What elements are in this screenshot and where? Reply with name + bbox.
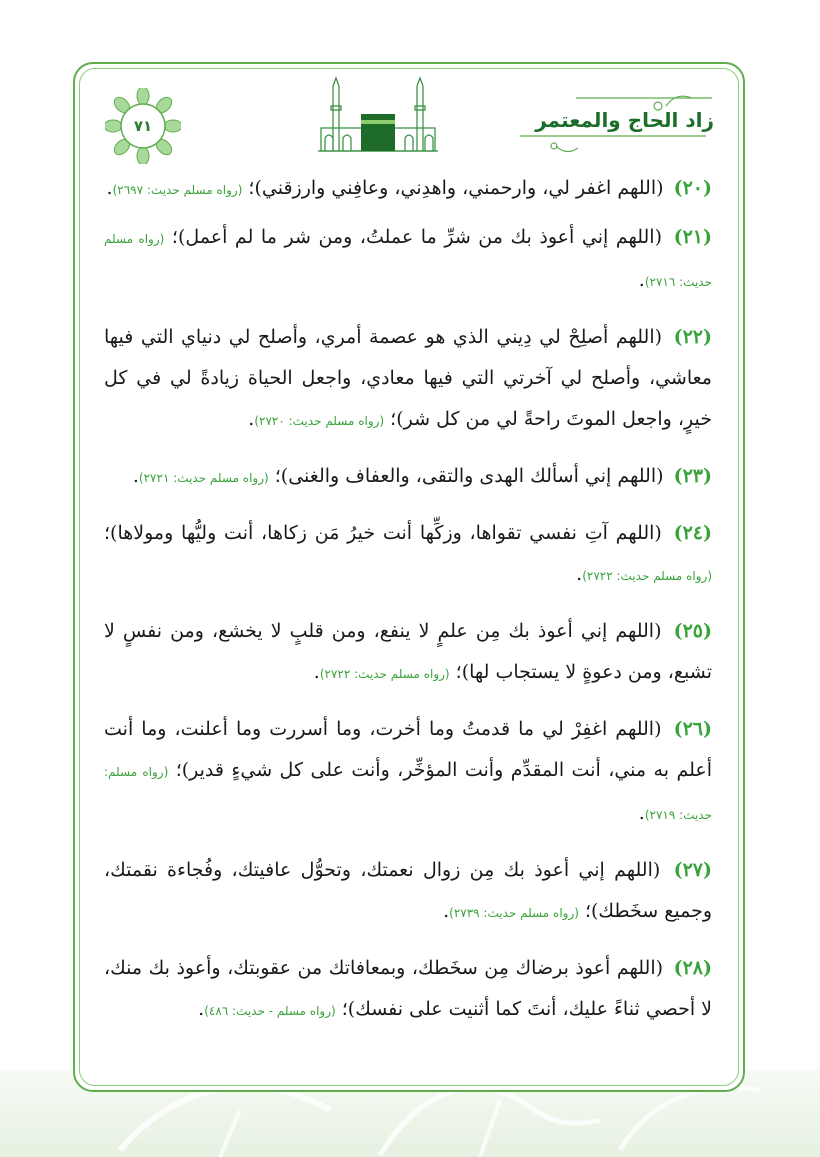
item-punctuation: .	[132, 465, 139, 487]
item-punctuation: .	[248, 408, 255, 430]
supplication-item	[104, 948, 712, 1032]
item-number: (٢٠)	[673, 177, 712, 199]
item-text: (اللهم إني أعوذ بك مِن علمٍ لا ينفع، ومن قلبٍ لا يخشع، ومن نفسٍ لا تشبع، ومن دعوةٍ لا يستجاب لها)؛	[104, 620, 712, 683]
kaaba-mosque-icon	[313, 76, 443, 156]
item-reference: (رواه مسلم حديث: ٢٧١٦)	[104, 232, 712, 289]
item-reference: (رواه مسلم حديث: ٢٧٣٩)	[449, 906, 579, 920]
item-text: (اللهم إني أعوذ بك من شرِّ ما عملتُ، ومن شر ما لم أعمل)؛	[171, 226, 663, 248]
page-number: ٧١	[133, 117, 153, 135]
supplication-item	[104, 317, 712, 442]
supplications-list	[104, 168, 712, 1046]
item-reference: (رواه مسلم - حديث: ٤٨٦)	[204, 1004, 336, 1018]
supplication-item	[104, 611, 712, 695]
page-number-badge	[105, 88, 181, 164]
item-reference: (رواه مسلم: حديث: ٢٧١٩)	[104, 765, 712, 822]
item-reference: (رواه مسلم حديث: ٢٧٢٢)	[582, 569, 712, 583]
item-number: (٢٢)	[673, 326, 712, 348]
item-reference: (رواه مسلم حديث: ٢٧٢٢)	[319, 667, 450, 681]
supplication-item	[104, 456, 712, 499]
item-number: (٢١)	[673, 226, 713, 248]
item-punctuation: .	[443, 900, 450, 922]
item-punctuation: .	[638, 802, 645, 824]
item-punctuation: .	[313, 661, 320, 683]
item-punctuation: .	[106, 177, 113, 199]
item-text: (اللهم إني أسألك الهدى والتقى، والعفاف والغنى)؛	[274, 465, 664, 487]
item-number: (٢٨)	[673, 957, 712, 979]
supplication-item	[104, 217, 712, 303]
item-text: (اللهم أعوذ برضاك مِن سخَطك، وبمعافاتك من عقوبتك، وأعوذ بك منك، لا أحصي ثناءً عليك، أنتَ كما أثنيت على نفسك)؛	[104, 957, 712, 1020]
supplication-item	[104, 709, 712, 836]
item-punctuation: .	[638, 269, 645, 291]
item-text: (اللهم اغفر لي، وارحمني، واهدِني، وعافِني وارزقني)؛	[248, 177, 664, 199]
item-number: (٢٥)	[673, 620, 713, 642]
supplication-item	[104, 168, 712, 211]
supplication-item	[104, 850, 712, 934]
item-text: (اللهم اغفِرْ لي ما قدمتُ وما أخرت، وما أسررت وما أعلنت، وما أنت أعلم به مني، أنت المقدِّم وأنت المؤخِّر، وأنت على كل شيءٍ قدير)؛	[104, 718, 713, 781]
item-number: (٢٦)	[673, 718, 712, 740]
supplication-item	[104, 513, 712, 597]
item-punctuation: .	[576, 563, 583, 585]
item-punctuation: .	[198, 998, 205, 1020]
item-text: (اللهم أصلِحْ لي دِيني الذي هو عصمة أمري، وأصلح لي دنياي التي فيها معاشي، وأصلح لي آخرتي التي فيها معادي، واجعل الحياة زيادةً لي في كل خيرٍ، واجعل الموتَ راحةً لي من كل شر)؛	[104, 326, 712, 430]
item-number: (٢٤)	[673, 522, 712, 544]
item-number: (٢٧)	[673, 859, 713, 881]
book-title: زاد الحاج والمعتمر	[535, 108, 714, 132]
item-text: (اللهم إني أعوذ بك مِن زوال نعمتك، وتحوُّل عافيتك، وفُجاءة نقمتك، وجميع سخَطك)؛	[104, 859, 712, 922]
item-reference: (رواه مسلم حديث: ٢٧٢٠)	[254, 414, 385, 428]
item-reference: (رواه مسلم حديث: ٢٦٩٧)	[112, 183, 243, 197]
item-reference: (رواه مسلم حديث: ٢٧٢١)	[138, 471, 269, 485]
item-number: (٢٣)	[673, 465, 712, 487]
item-text: (اللهم آتِ نفسي تقواها، وزكِّها أنت خيرُ مَن زكاها، أنت وليُّها ومولاها)؛	[104, 522, 662, 544]
